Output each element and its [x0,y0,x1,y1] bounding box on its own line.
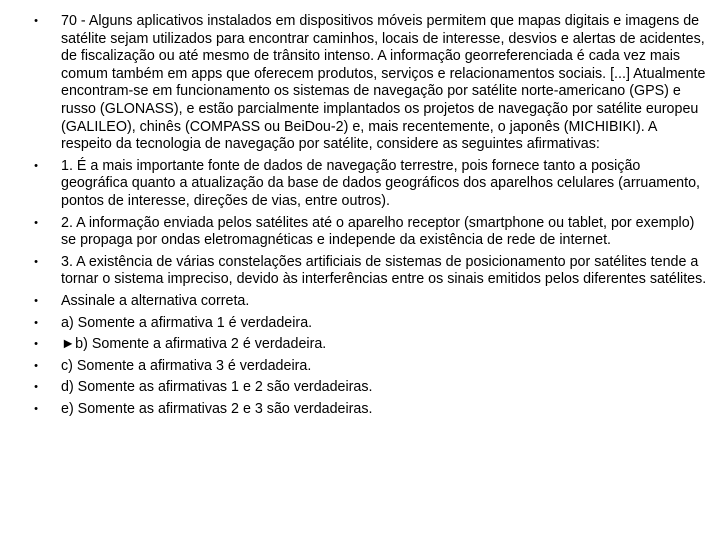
bullet-icon: • [34,338,38,351]
bullet-icon: • [34,255,38,268]
item-text: c) Somente a afirmativa 3 é verdadeira. [61,357,312,374]
bullet-icon: • [34,359,38,372]
bullet-icon: • [34,159,38,172]
option-a [30,315,710,333]
item-text: d) Somente as afirmativas 1 e 2 são verdadeiras. [61,379,373,396]
statement-3 [30,254,710,289]
item-text: Assinale a alternativa correta. [61,292,250,309]
option-e [30,401,710,419]
item-text: 70 - Alguns aplicativos instalados em dispositivos móveis permitem que mapas digitais e imagens de satélite sejam utilizados para encontrar caminhos, locais de interesse, desvios e alertas de acidentes, de fiscalização ou até mesmo de trânsito intenso. A informação georreferenciada é cada vez mais comum também em apps que oferecem produtos, serviços e relacionamentos sociais. [...] Atualmente encontram-se em funcionamento os sistemas de navegação por satélite norte-americano (GPS) e russo (GLONASS), e estão parcialmente implantados os projetos de navegação por satélite europeu (GALILEO), chinês (COMPASS ou BeiDou-2) e, mais recentemente, o japonês (MICHIBIKI). A respeito da tecnologia de navegação por satélite, considere as seguintes afirmativas: [61,13,706,153]
bullet-icon: • [34,402,38,415]
option-b [30,336,710,354]
bullet-icon: • [34,316,38,329]
bullet-icon: • [34,216,38,229]
item-text: a) Somente a afirmativa 1 é verdadeira. [61,314,313,331]
statement-1 [30,158,710,211]
question-stem [30,13,710,154]
bullet-icon: • [34,294,38,307]
statement-2 [30,215,710,250]
item-text: e) Somente as afirmativas 2 e 3 são verdadeiras. [61,400,373,417]
item-text: 2. A informação enviada pelos satélites até o aparelho receptor (smartphone ou tablet, por exemplo) se propaga por ondas eletromagnéticas e independe da existência de rede de internet. [61,214,695,249]
question-list [30,13,710,422]
item-text: 1. É a mais importante fonte de dados de navegação terrestre, pois fornece tanto a posição geográfica quanto a atualização da base de dados geográficos dos aparelhos celulares (arruamento, pontos de interesse, direções de vias, entre outros). [61,157,701,209]
item-text: ►b) Somente a afirmativa 2 é verdadeira. [61,336,327,353]
option-d [30,379,710,397]
bullet-icon: • [34,15,38,27]
item-text: 3. A existência de várias constelações artificiais de sistemas de posicionamento por satélites tende a tornar o sistema impreciso, devido às interferências entre os sinais emitidos pelos diferentes satélites. [61,253,707,288]
option-c [30,358,710,376]
bullet-icon: • [34,381,38,394]
instruction [30,293,710,311]
